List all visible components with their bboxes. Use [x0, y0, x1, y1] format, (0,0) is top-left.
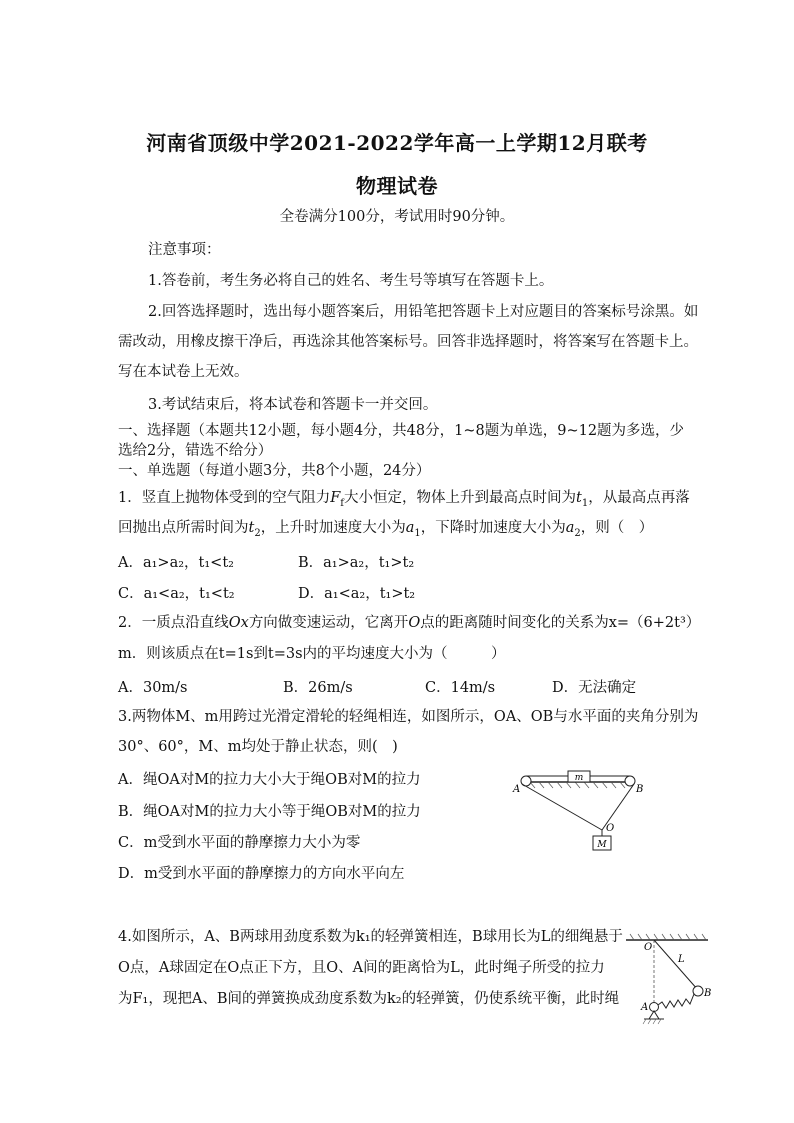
notes-heading: 注意事项： — [148, 242, 221, 258]
question-1-option-a: A．a₁>a₂，t₁<t₂ — [118, 555, 234, 571]
question-2-option-b: B．26m/s — [283, 680, 353, 696]
exam-info: 全卷满分100分，考试用时90分钟。 — [279, 209, 515, 225]
question-4-line-1: 4.如图所示，A、B两球用劲度系数为k₁的轻弹簧相连，B球用长为L的细绳悬于 — [118, 929, 623, 945]
label-A: A — [641, 1002, 649, 1013]
ceiling-hatching — [630, 934, 706, 940]
question-2-option-d: D．无法确定 — [552, 680, 637, 696]
label-B: B — [704, 988, 712, 999]
question-4-line-3: 为F₁，现把A、B间的弹簧换成劲度系数为k₂的轻弹簧，仍使系统平衡，此时绳 — [118, 991, 620, 1007]
section-heading-line-1: 一、选择题（本题共12小题，每小题4分，共48分，1~8题为单选，9~12题为多选，少 — [118, 423, 685, 439]
question-3-option-c: C．m受到水平面的静摩擦力大小为零 — [118, 835, 361, 851]
question-2-line-2: m．则该质点在t=1s到t=3s内的平均速度大小为（ ） — [118, 646, 506, 662]
exam-title: 河南省顶级中学2021-2022学年高一上学期12月联考 — [146, 131, 648, 155]
section-heading-line-2: 选给2分，错选不给分） — [118, 443, 273, 459]
rope-OA — [522, 784, 602, 830]
question-3-option-d: D．m受到水平面的静摩擦力的方向水平向左 — [118, 866, 405, 882]
label-O: O — [606, 823, 615, 834]
question-1-line-2: 回抛出点所需时间为$t_2$，上升时加速度大小为$a_1$，下降时加速度大小为$a_2$，则（ ） — [118, 520, 654, 539]
ground-hatching — [643, 1019, 661, 1024]
note-2-line-3: 写在本试卷上无效。 — [118, 364, 249, 380]
label-M: M — [597, 840, 607, 850]
question-4-figure — [618, 930, 714, 1028]
spring — [658, 994, 694, 1008]
question-3-line-2: 30°、60°，M、m均处于静止状态，则( ) — [118, 739, 398, 755]
question-2-option-c: C．14m/s — [425, 680, 496, 696]
single-choice-heading: 一、单选题（每道小题3分，共8个小题，24分） — [118, 463, 431, 479]
question-2-line-1: 2．一质点沿直线Ox方向做变速运动，它离开O点的距离随时间变化的关系为x=（6+2t³） — [118, 615, 701, 631]
question-3-line-1: 3.两物体M、m用跨过光滑定滑轮的轻绳相连，如图所示，OA、OB与水平面的夹角分别为 — [118, 709, 699, 725]
question-4-line-2: O点，A球固定在O点正下方，且O、A间的距离恰为L，此时绳子所受的拉力 — [118, 960, 605, 976]
label-m: m — [574, 773, 584, 783]
note-2-line-1: 2.回答选择题时，选出每小题答案后，用铅笔把答题卡上对应题目的答案标号涂黑。如 — [148, 304, 699, 320]
string-L — [654, 940, 698, 990]
question-1-option-d: D．a₁<a₂，t₁>t₂ — [298, 586, 416, 602]
question-1-line-1: 1．竖直上抛物体受到的空气阻力$F_f$大小恒定，物体上升到最高点时间为$t_1$，从最高点再落 — [118, 490, 690, 509]
label-O: O — [644, 942, 653, 953]
exam-subject-title: 物理试卷 — [356, 174, 438, 198]
support — [649, 1011, 659, 1019]
ball-B — [693, 986, 703, 996]
question-3-option-b: B．绳OA对M的拉力大小等于绳OB对M的拉力 — [118, 804, 421, 820]
question-1-option-b: B．a₁>a₂，t₁>t₂ — [298, 555, 415, 571]
label-A: A — [513, 784, 521, 795]
note-2-line-2: 需改动，用橡皮擦干净后，再选涂其他答案标号。回答非选择题时，将答案写在答题卡上。 — [118, 334, 698, 350]
question-2-option-a: A．30m/s — [118, 680, 188, 696]
question-3-figure — [512, 762, 652, 856]
question-3-option-a: A．绳OA对M的拉力大小大于绳OB对M的拉力 — [118, 772, 421, 788]
label-L: L — [678, 954, 685, 965]
label-B: B — [636, 784, 644, 795]
note-3: 3.考试结束后，将本试卷和答题卡一并交回。 — [148, 397, 438, 413]
note-1: 1.答卷前，考生务必将自己的姓名、考生号等填写在答题卡上。 — [148, 273, 554, 289]
question-1-option-c: C．a₁<a₂，t₁<t₂ — [118, 586, 235, 602]
